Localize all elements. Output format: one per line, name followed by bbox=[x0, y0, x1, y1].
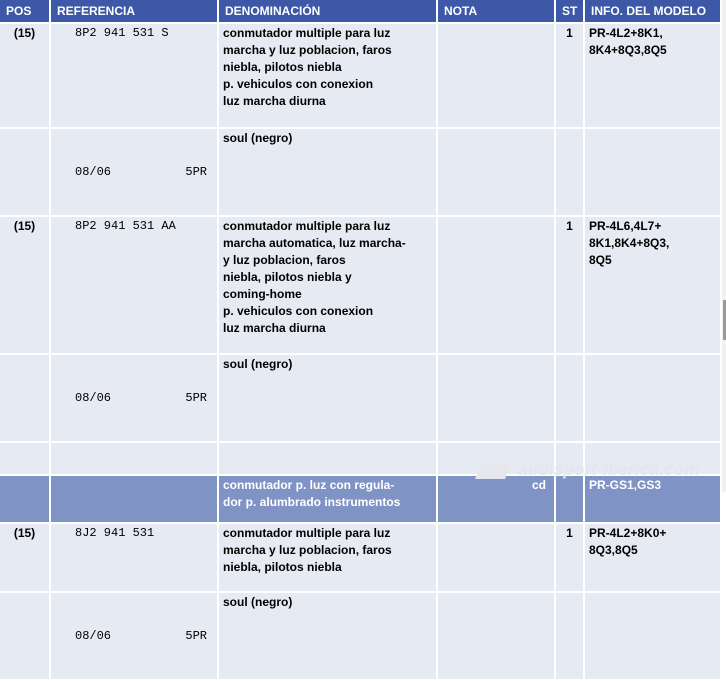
pos-cell: (15) bbox=[0, 217, 51, 355]
reference-cell[interactable]: 8P2 941 531 S bbox=[51, 24, 219, 129]
empty-cell bbox=[0, 443, 51, 476]
nota-cell bbox=[438, 355, 556, 443]
model-info-cell bbox=[585, 217, 722, 355]
model-info-line: 8Q5 bbox=[589, 253, 612, 267]
denomination-line: coming-home bbox=[223, 287, 302, 301]
nota-cell bbox=[438, 593, 556, 681]
table-row[interactable] bbox=[0, 524, 722, 593]
model-info-cell bbox=[585, 24, 722, 129]
st-cell: 1 bbox=[556, 217, 585, 355]
pos-cell bbox=[0, 476, 51, 524]
model-info-cell bbox=[585, 593, 722, 681]
denomination-line: conmutador multiple para luz bbox=[223, 526, 391, 540]
st-cell bbox=[556, 129, 585, 217]
denomination-cell bbox=[219, 24, 438, 129]
denomination-line: conmutador multiple para luz bbox=[223, 26, 391, 40]
nota-cell: cd bbox=[438, 476, 556, 524]
st-cell bbox=[556, 355, 585, 443]
denomination-cell: soul (negro) bbox=[219, 355, 438, 443]
highlighted-row[interactable] bbox=[0, 476, 722, 524]
model-info-line: 8K4+8Q3,8Q5 bbox=[589, 43, 667, 57]
model-info-cell: PR-GS1,GS3 bbox=[585, 476, 722, 524]
model-info-line: 8K1,8K4+8Q3, bbox=[589, 236, 670, 250]
model-info-cell bbox=[585, 355, 722, 443]
column-header-referencia[interactable]: REFERENCIA bbox=[51, 0, 219, 24]
reference-date: 08/06 bbox=[75, 391, 112, 405]
reference-date: 08/06 bbox=[75, 165, 112, 179]
reference-cell[interactable] bbox=[51, 129, 219, 217]
nota-cell bbox=[438, 129, 556, 217]
denomination-line: p. vehiculos con conexion bbox=[223, 77, 374, 91]
column-header-pos[interactable]: POS bbox=[0, 0, 51, 24]
model-info-line: PR-4L2+8K0+ bbox=[589, 526, 667, 540]
table-row[interactable] bbox=[0, 217, 722, 355]
model-info-line: PR-4L2+8K1, bbox=[589, 26, 663, 40]
denomination-line: y luz poblacion, faros bbox=[223, 253, 346, 267]
st-cell bbox=[556, 593, 585, 681]
denomination-line: niebla, pilotos niebla y bbox=[223, 270, 352, 284]
column-header-st[interactable]: ST bbox=[556, 0, 585, 24]
vertical-scrollbar[interactable] bbox=[722, 0, 726, 492]
model-info-line: 8Q3,8Q5 bbox=[589, 543, 638, 557]
reference-cell[interactable]: 8J2 941 531 bbox=[51, 524, 219, 593]
denomination-line: luz marcha diurna bbox=[223, 321, 326, 335]
nota-cell bbox=[438, 217, 556, 355]
table-header-row bbox=[0, 0, 722, 24]
reference-cell[interactable] bbox=[51, 593, 219, 681]
st-cell bbox=[556, 476, 585, 524]
denomination-cell bbox=[219, 524, 438, 593]
denomination-line: conmutador p. luz con regula- bbox=[223, 478, 395, 492]
denomination-cell bbox=[219, 217, 438, 355]
empty-cell bbox=[51, 443, 219, 476]
denomination-line: marcha automatica, luz marcha- bbox=[223, 236, 406, 250]
reference-code: 5PR bbox=[185, 391, 207, 405]
pos-cell: (15) bbox=[0, 24, 51, 129]
table-row[interactable] bbox=[0, 355, 722, 443]
pos-cell bbox=[0, 593, 51, 681]
reference-cell bbox=[51, 476, 219, 524]
pos-cell bbox=[0, 355, 51, 443]
table-row[interactable] bbox=[0, 593, 722, 681]
watermark-logo-icon bbox=[475, 463, 511, 479]
reference-cell[interactable]: 8P2 941 531 AA bbox=[51, 217, 219, 355]
model-info-cell bbox=[585, 524, 722, 593]
column-header-nota[interactable]: NOTA bbox=[438, 0, 556, 24]
denomination-line: niebla, pilotos niebla bbox=[223, 560, 342, 574]
column-header-denominacion[interactable]: DENOMINACIÓN bbox=[219, 0, 438, 24]
column-header-info[interactable]: INFO. DEL MODELO bbox=[585, 0, 722, 24]
denomination-cell: soul (negro) bbox=[219, 593, 438, 681]
denomination-line: marcha y luz poblacion, faros bbox=[223, 43, 392, 57]
watermark-text: audisport-iberica.com bbox=[518, 460, 700, 479]
denomination-cell bbox=[219, 476, 438, 524]
reference-code: 5PR bbox=[185, 629, 207, 643]
denomination-line: conmutador multiple para luz bbox=[223, 219, 391, 233]
nota-cell bbox=[438, 24, 556, 129]
pos-cell: (15) bbox=[0, 524, 51, 593]
st-cell: 1 bbox=[556, 24, 585, 129]
reference-cell[interactable] bbox=[51, 355, 219, 443]
watermark bbox=[478, 460, 700, 480]
denomination-line: p. vehiculos con conexion bbox=[223, 304, 374, 318]
denomination-line: marcha y luz poblacion, faros bbox=[223, 543, 392, 557]
denomination-cell: soul (negro) bbox=[219, 129, 438, 217]
table-row[interactable] bbox=[0, 24, 722, 129]
reference-code: 5PR bbox=[185, 165, 207, 179]
nota-cell bbox=[438, 524, 556, 593]
denomination-line: niebla, pilotos niebla bbox=[223, 60, 342, 74]
st-cell: 1 bbox=[556, 524, 585, 593]
reference-date: 08/06 bbox=[75, 629, 112, 643]
denomination-line: dor p. alumbrado instrumentos bbox=[223, 495, 401, 509]
table-row[interactable] bbox=[0, 129, 722, 217]
empty-cell bbox=[219, 443, 438, 476]
denomination-line: luz marcha diurna bbox=[223, 94, 326, 108]
model-info-line: PR-4L6,4L7+ bbox=[589, 219, 662, 233]
model-info-cell bbox=[585, 129, 722, 217]
pos-cell bbox=[0, 129, 51, 217]
